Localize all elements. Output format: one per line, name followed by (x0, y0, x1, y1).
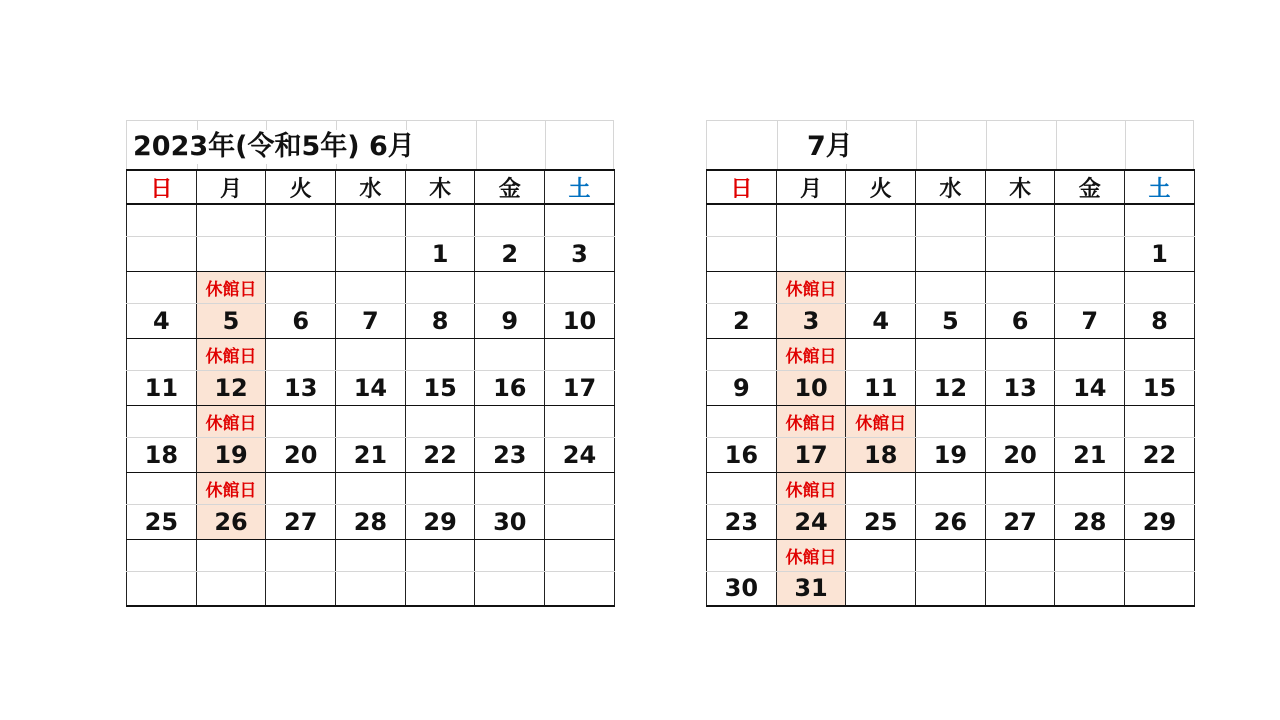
empty-cell (475, 405, 545, 437)
day-number: 5 (916, 303, 986, 338)
empty-cell (266, 405, 336, 437)
empty-cell (127, 539, 197, 571)
day-number (336, 571, 406, 606)
weekday-label: 土 (545, 170, 615, 204)
day-number: 24 (545, 437, 615, 472)
empty-cell (707, 204, 777, 236)
week-row (127, 236, 615, 271)
day-number (475, 571, 545, 606)
empty-cell (127, 338, 197, 370)
week-row (127, 504, 615, 539)
closed-day-number: 18 (846, 437, 916, 472)
day-number (545, 504, 615, 539)
week-row (707, 370, 1195, 405)
day-number: 7 (336, 303, 406, 338)
empty-cell (1055, 405, 1125, 437)
empty-cell (405, 204, 475, 236)
empty-cell (475, 539, 545, 571)
week-row (127, 571, 615, 606)
closed-day-number: 24 (776, 504, 846, 539)
empty-cell (846, 472, 916, 504)
week-row (707, 303, 1195, 338)
day-number: 27 (266, 504, 336, 539)
empty-cell (475, 338, 545, 370)
empty-cell (196, 204, 266, 236)
empty-cell (545, 405, 615, 437)
closed-label-row (707, 405, 1195, 437)
empty-cell (405, 472, 475, 504)
empty-cell (1055, 539, 1125, 571)
day-number: 21 (1055, 437, 1125, 472)
day-number: 9 (475, 303, 545, 338)
day-number: 8 (1125, 303, 1195, 338)
weekday-label: 木 (405, 170, 475, 204)
empty-cell (266, 204, 336, 236)
empty-cell (545, 204, 615, 236)
closed-day-label: 休館日 (196, 472, 266, 504)
empty-cell (266, 539, 336, 571)
day-number: 10 (545, 303, 615, 338)
empty-cell (405, 338, 475, 370)
day-number: 6 (266, 303, 336, 338)
empty-cell (846, 271, 916, 303)
day-number: 16 (707, 437, 777, 472)
closed-label-row (707, 338, 1195, 370)
day-number: 11 (846, 370, 916, 405)
empty-cell (266, 338, 336, 370)
day-number: 8 (405, 303, 475, 338)
weekday-label: 水 (916, 170, 986, 204)
day-number: 18 (127, 437, 197, 472)
day-number (985, 236, 1055, 271)
closed-day-label: 休館日 (196, 405, 266, 437)
closed-label-row (707, 204, 1195, 236)
empty-cell (336, 405, 406, 437)
empty-cell (916, 405, 986, 437)
day-number (1125, 571, 1195, 606)
weekday-label: 月 (776, 170, 846, 204)
empty-cell (1125, 405, 1195, 437)
day-number: 20 (985, 437, 1055, 472)
day-number: 13 (266, 370, 336, 405)
day-number: 17 (545, 370, 615, 405)
empty-cell (985, 204, 1055, 236)
calendar-title: 7月 (807, 130, 857, 164)
empty-cell (545, 271, 615, 303)
calendar-title-row (126, 120, 614, 169)
empty-cell (985, 472, 1055, 504)
closed-day-number: 26 (196, 504, 266, 539)
empty-cell (1055, 271, 1125, 303)
day-number: 26 (916, 504, 986, 539)
empty-cell (475, 204, 545, 236)
empty-cell (336, 338, 406, 370)
weekday-label: 金 (475, 170, 545, 204)
empty-cell (1125, 539, 1195, 571)
day-number: 22 (1125, 437, 1195, 472)
empty-cell (405, 405, 475, 437)
closed-day-number: 12 (196, 370, 266, 405)
empty-cell (985, 338, 1055, 370)
closed-label-row (127, 271, 615, 303)
day-number: 25 (127, 504, 197, 539)
closed-day-label: 休館日 (776, 539, 846, 571)
day-number (266, 571, 336, 606)
empty-cell (707, 472, 777, 504)
closed-day-label: 休館日 (846, 405, 916, 437)
closed-day-label: 休館日 (196, 338, 266, 370)
empty-cell (985, 405, 1055, 437)
closed-day-number: 17 (776, 437, 846, 472)
week-row (127, 370, 615, 405)
weekday-label: 日 (127, 170, 197, 204)
empty-cell (985, 271, 1055, 303)
day-number: 16 (475, 370, 545, 405)
day-number (1055, 571, 1125, 606)
day-number: 30 (475, 504, 545, 539)
day-number (266, 236, 336, 271)
empty-cell (846, 539, 916, 571)
day-number: 15 (405, 370, 475, 405)
empty-cell (127, 405, 197, 437)
day-number (1055, 236, 1125, 271)
empty-cell (707, 338, 777, 370)
closed-day-number: 5 (196, 303, 266, 338)
day-number (336, 236, 406, 271)
calendar-grid (126, 169, 615, 607)
closed-day-number: 19 (196, 437, 266, 472)
day-number (196, 571, 266, 606)
empty-cell (336, 271, 406, 303)
empty-cell (336, 539, 406, 571)
closed-label-row (707, 472, 1195, 504)
closed-day-number: 10 (776, 370, 846, 405)
empty-cell (1125, 271, 1195, 303)
day-number: 4 (846, 303, 916, 338)
empty-cell (1055, 204, 1125, 236)
empty-cell (707, 271, 777, 303)
week-row (707, 571, 1195, 606)
closed-label-row (127, 204, 615, 236)
empty-cell (405, 271, 475, 303)
empty-cell (916, 472, 986, 504)
empty-cell (985, 539, 1055, 571)
day-number: 19 (916, 437, 986, 472)
day-number: 23 (707, 504, 777, 539)
empty-cell (707, 405, 777, 437)
empty-cell (846, 338, 916, 370)
empty-cell (545, 338, 615, 370)
closed-day-label: 休館日 (776, 405, 846, 437)
day-number: 14 (336, 370, 406, 405)
day-number: 1 (405, 236, 475, 271)
day-number: 2 (475, 236, 545, 271)
empty-cell (336, 472, 406, 504)
empty-cell (1055, 338, 1125, 370)
weekday-header-row (127, 170, 615, 204)
day-number (846, 236, 916, 271)
day-number: 29 (405, 504, 475, 539)
day-number: 23 (475, 437, 545, 472)
closed-label-row (127, 539, 615, 571)
calendar-title: 2023年(令和5年) 6月 (133, 130, 419, 164)
day-number (776, 236, 846, 271)
empty-cell (127, 271, 197, 303)
day-number: 9 (707, 370, 777, 405)
day-number: 25 (846, 504, 916, 539)
closed-label-row (707, 539, 1195, 571)
empty-cell (127, 204, 197, 236)
calendar-grid (706, 169, 1195, 607)
weekday-label: 火 (846, 170, 916, 204)
day-number (916, 236, 986, 271)
weekday-header-row (707, 170, 1195, 204)
calendar-july (706, 120, 1194, 607)
empty-cell (405, 539, 475, 571)
day-number (196, 236, 266, 271)
day-number: 15 (1125, 370, 1195, 405)
day-number: 30 (707, 571, 777, 606)
empty-cell (916, 271, 986, 303)
day-number: 29 (1125, 504, 1195, 539)
day-number (405, 571, 475, 606)
closed-day-label: 休館日 (776, 271, 846, 303)
day-number: 1 (1125, 236, 1195, 271)
empty-cell (475, 271, 545, 303)
weekday-label: 日 (707, 170, 777, 204)
empty-cell (776, 204, 846, 236)
empty-cell (266, 472, 336, 504)
day-number: 6 (985, 303, 1055, 338)
empty-cell (545, 472, 615, 504)
day-number: 21 (336, 437, 406, 472)
closed-day-label: 休館日 (776, 472, 846, 504)
closed-label-row (127, 405, 615, 437)
day-number: 28 (1055, 504, 1125, 539)
empty-cell (545, 539, 615, 571)
weekday-label: 水 (336, 170, 406, 204)
weekday-label: 木 (985, 170, 1055, 204)
closed-day-label: 休館日 (196, 271, 266, 303)
day-number (846, 571, 916, 606)
day-number: 3 (545, 236, 615, 271)
day-number (985, 571, 1055, 606)
week-row (707, 437, 1195, 472)
day-number (707, 236, 777, 271)
closed-day-label: 休館日 (776, 338, 846, 370)
weekday-label: 火 (266, 170, 336, 204)
week-row (707, 504, 1195, 539)
day-number: 7 (1055, 303, 1125, 338)
empty-cell (916, 539, 986, 571)
empty-cell (1125, 338, 1195, 370)
empty-cell (916, 338, 986, 370)
closed-label-row (127, 338, 615, 370)
day-number: 22 (405, 437, 475, 472)
week-row (127, 303, 615, 338)
day-number: 14 (1055, 370, 1125, 405)
empty-cell (1125, 204, 1195, 236)
empty-cell (196, 539, 266, 571)
empty-cell (266, 271, 336, 303)
day-number (127, 236, 197, 271)
empty-cell (1125, 472, 1195, 504)
week-row (127, 437, 615, 472)
empty-cell (127, 472, 197, 504)
empty-cell (707, 539, 777, 571)
day-number: 2 (707, 303, 777, 338)
day-number: 12 (916, 370, 986, 405)
weekday-label: 金 (1055, 170, 1125, 204)
day-number (916, 571, 986, 606)
day-number: 11 (127, 370, 197, 405)
week-row (707, 236, 1195, 271)
day-number: 20 (266, 437, 336, 472)
weekday-label: 月 (196, 170, 266, 204)
empty-cell (916, 204, 986, 236)
day-number: 27 (985, 504, 1055, 539)
closed-label-row (127, 472, 615, 504)
closed-day-number: 3 (776, 303, 846, 338)
day-number: 13 (985, 370, 1055, 405)
day-number: 28 (336, 504, 406, 539)
weekday-label: 土 (1125, 170, 1195, 204)
empty-cell (1055, 472, 1125, 504)
closed-label-row (707, 271, 1195, 303)
day-number (545, 571, 615, 606)
closed-day-number: 31 (776, 571, 846, 606)
empty-cell (475, 472, 545, 504)
empty-cell (336, 204, 406, 236)
calendar-june (126, 120, 614, 607)
day-number (127, 571, 197, 606)
calendar-title-row (706, 120, 1194, 169)
day-number: 4 (127, 303, 197, 338)
empty-cell (846, 204, 916, 236)
